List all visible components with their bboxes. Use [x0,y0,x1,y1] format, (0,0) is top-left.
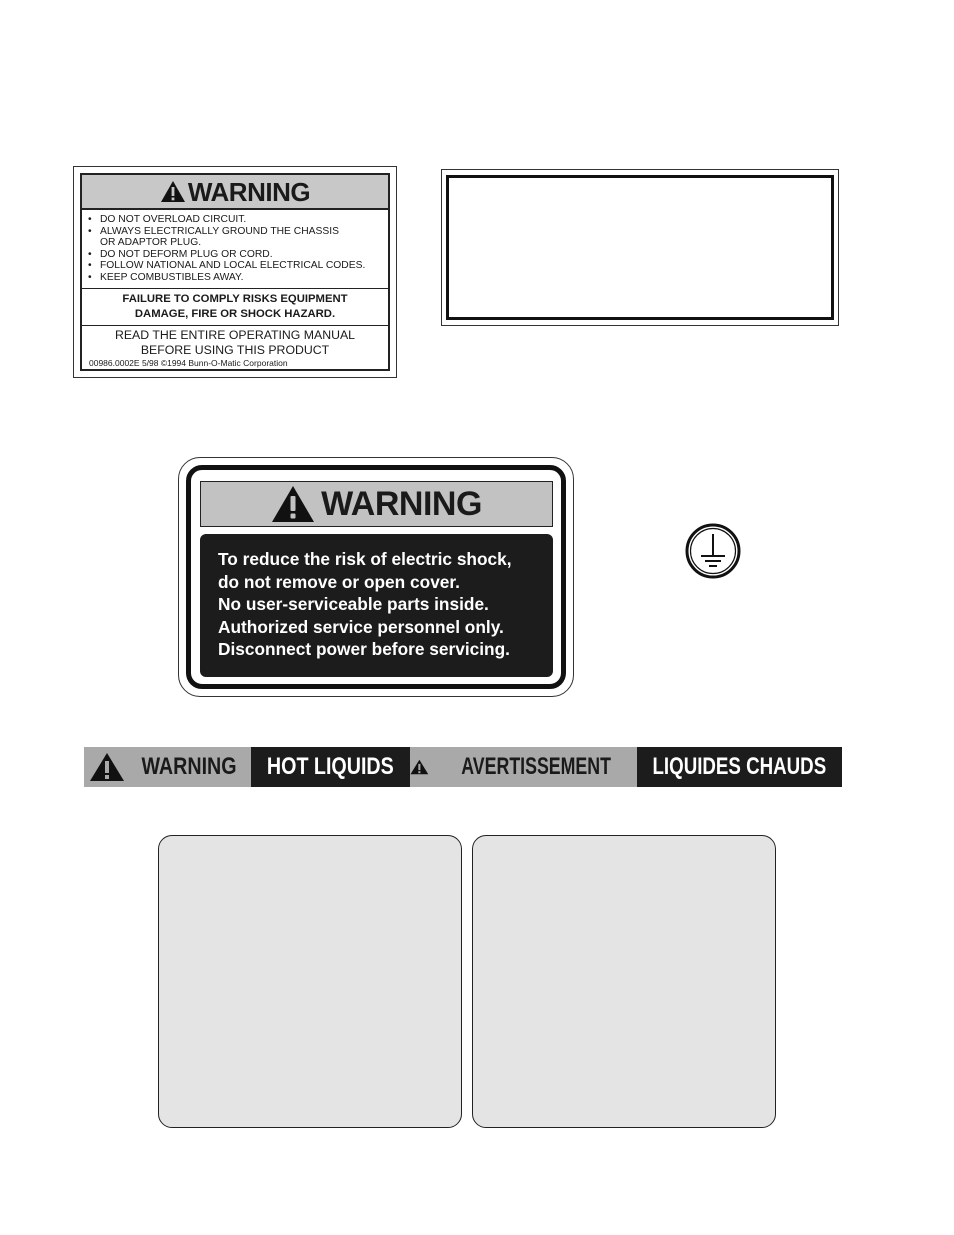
blank-label-frame [441,169,839,326]
label-part-number: 00986.0002E 5/98 ©1994 Bunn-O-Matic Corporation [89,357,288,368]
electrical-warning-label [73,166,397,378]
electrical-warning-label-frame [80,173,390,371]
banner-warning-segment [84,747,251,787]
list-item: • KEEP COMBUSTIBLES AWAY. [88,271,244,283]
banner-avertissement-segment [410,747,637,787]
read-manual-notice: READ THE ENTIRE OPERATING MANUAL BEFORE USING THIS PRODUCT [114,327,356,357]
shock-warning-title: WARNING [321,485,482,523]
shock-warning-header [200,481,553,527]
text-line: do not remove or open cover. [218,571,460,592]
list-item-continuation: OR ADAPTOR PLUG. [100,237,202,249]
warning-triangle-icon [410,752,429,782]
list-item: • DO NOT OVERLOAD CIRCUIT. [88,214,247,225]
list-item: • FOLLOW NATIONAL AND LOCAL ELECTRICAL CODES. [88,260,366,272]
banner-warning-text: WARNING [140,753,237,780]
banner-avertissement-text: AVERTISSEMENT [461,753,611,780]
list-item: • DO NOT DEFORM PLUG OR CORD. [88,248,273,260]
blank-label-inner-border [446,175,834,320]
warning-triangle-icon [89,752,125,782]
banner-hot-liquids-segment [251,747,410,787]
banner-hot-liquids-text: HOT LIQUIDS [267,753,394,780]
banner-liquides-chauds-text: LIQUIDES CHAUDS [652,753,827,780]
hot-liquids-banner [84,747,842,787]
protective-earth-ground-icon [684,523,742,579]
banner-liquides-chauds-segment [637,747,842,787]
text-line: Disconnect power before servicing. [218,639,510,660]
warning-list [82,210,388,289]
shock-warning-label [178,457,574,697]
blank-label-right [472,835,776,1128]
shock-warning-text [200,534,553,677]
blank-label-left [158,835,462,1128]
text-line: No user-serviceable parts inside. [218,594,489,615]
text-line: Authorized service personnel only. [218,616,504,637]
warning-triangle-icon [271,485,315,523]
warning-title: WARNING [187,176,311,207]
text-line: To reduce the risk of electric shock, [218,549,512,569]
list-item: • ALWAYS ELECTRICALLY GROUND THE CHASSIS [88,225,339,237]
failure-notice: FAILURE TO COMPLY RISKS EQUIPMENT DAMAGE, FIRE OR SHOCK HAZARD. [82,289,388,326]
warning-triangle-icon [160,180,186,203]
warning-header [82,175,388,210]
